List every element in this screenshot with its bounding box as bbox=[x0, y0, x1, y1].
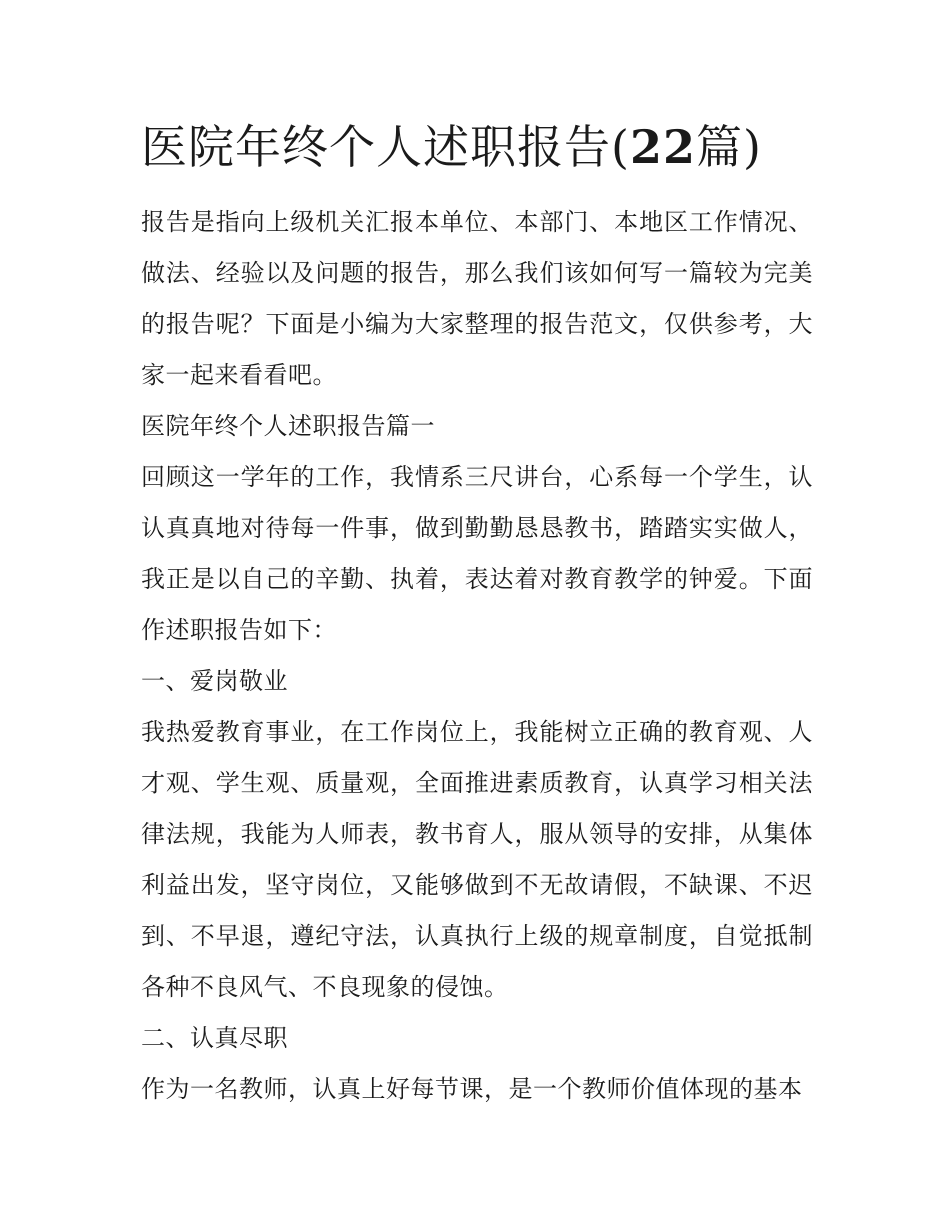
section-heading-part-one: 医院年终个人述职报告篇一 bbox=[141, 412, 435, 440]
title-main: 医院年终个人述职报告( bbox=[141, 120, 630, 174]
subheading-diligence: 二、认真尽职 bbox=[141, 1024, 288, 1052]
title-tail: 篇) bbox=[695, 120, 762, 174]
dedication-paragraph: 我热爱教育事业，在工作岗位上，我能树立正确的教育观、人才观、学生观、质量观，全面推进素质教育，认真学习相关法律法规，我能为人师表，教书育人，服从领导的安排，从集体利益出发，坚守岗位，又能够做到不无故请假，不缺课、不迟到、不早退，遵纪守法，认真执行上级的规章制度，自觉抵制各种不良风气、不良现象的侵蚀。 bbox=[141, 718, 813, 1001]
review-paragraph: 回顾这一学年的工作，我情系三尺讲台，心系每一个学生，认认真真地对待每一件事，做到勤勤恳恳教书，踏踏实实做人，我正是以自己的辛勤、执着，表达着对教育教学的钟爱。下面作述职报告如下： bbox=[141, 463, 813, 644]
intro-paragraph: 报告是指向上级机关汇报本单位、本部门、本地区工作情况、做法、经验以及问题的报告，那么我们该如何写一篇较为完美的报告呢？下面是小编为大家整理的报告范文，仅供参考，大家一起来看看吧。 bbox=[141, 208, 813, 389]
subheading-dedication: 一、爱岗敬业 bbox=[141, 667, 288, 695]
document-body bbox=[141, 197, 813, 1115]
title-number: 22 bbox=[629, 120, 696, 174]
diligence-paragraph: 作为一名教师，认真上好每节课，是一个教师价值体现的基本 bbox=[141, 1075, 803, 1103]
document-title bbox=[141, 112, 813, 182]
